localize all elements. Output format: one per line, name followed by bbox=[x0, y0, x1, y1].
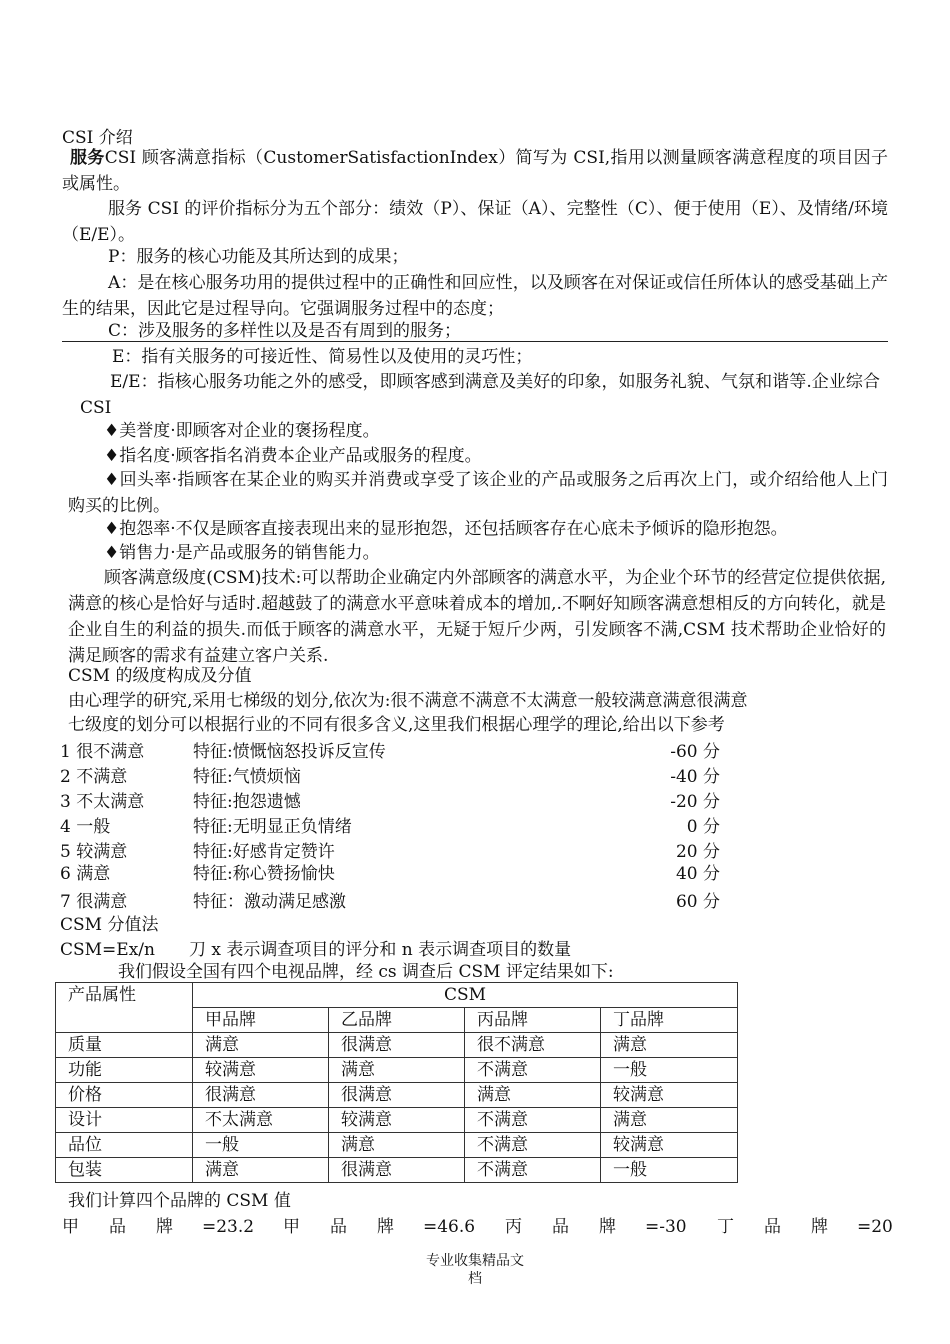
bullet-complaint-rate: ♦抱怨率·不仅是顾客直接表现出来的显形抱怨，还包括顾客存在心底未予倾诉的隐形抱怨。 bbox=[104, 519, 788, 539]
grade-feature: 特征:无明显正负情绪 bbox=[193, 817, 352, 837]
table-cell: 品位 bbox=[56, 1133, 193, 1158]
result-token: 品 bbox=[764, 1217, 781, 1237]
intro-bold: 服务 bbox=[70, 148, 105, 168]
eval-paragraph: 服务 CSI 的评价指标分为五个部分：绩效（P）、保证（A）、完整性（C）、便于使用（E）、及情绪/环境（E/E）。 bbox=[62, 199, 888, 245]
intro-paragraph bbox=[62, 145, 888, 197]
result-token: 甲 bbox=[283, 1217, 300, 1237]
result-token: 丙 bbox=[505, 1217, 522, 1237]
csm-heading: CSM 的级度构成及分值 bbox=[68, 666, 252, 686]
footer-line: 专业收集精品文 bbox=[426, 1253, 524, 1269]
table-cell: 很满意 bbox=[193, 1083, 329, 1108]
table-cell: 一般 bbox=[193, 1133, 329, 1158]
result-token: 牌 bbox=[811, 1217, 828, 1237]
grade-feature: 特征：激动满足感激 bbox=[193, 892, 346, 912]
table-cell: 不满意 bbox=[465, 1158, 601, 1183]
bullet-reputation: ♦美誉度·即顾客对企业的褒扬程度。 bbox=[104, 421, 380, 441]
csm-reference-line: 七级度的划分可以根据行业的不同有很多含义,这里我们根据心理学的理论,给出以下参考 bbox=[68, 715, 725, 735]
table-cell: 不满意 bbox=[465, 1108, 601, 1133]
table-cell: 较满意 bbox=[329, 1108, 465, 1133]
brand-header: 丁品牌 bbox=[601, 1008, 738, 1033]
brand-header: 甲品牌 bbox=[193, 1008, 329, 1033]
grade-row bbox=[60, 862, 720, 886]
result-token: 品 bbox=[552, 1217, 569, 1237]
formula-line: CSM=Ex/n 刀 x 表示调查项目的评分和 n 表示调查项目的数量 bbox=[60, 940, 572, 960]
grade-score: -20 分 bbox=[670, 792, 720, 812]
table-row bbox=[56, 1158, 738, 1183]
result-token: 丁 bbox=[717, 1217, 734, 1237]
grade-feature: 特征:好感肯定赞许 bbox=[193, 842, 335, 862]
table-cell: 满意 bbox=[329, 1058, 465, 1083]
result-token: 牌 bbox=[377, 1217, 394, 1237]
bullet-sales-power: ♦销售力·是产品或服务的销售能力。 bbox=[104, 543, 380, 563]
table-cell: 很满意 bbox=[329, 1033, 465, 1058]
grade-row bbox=[60, 840, 720, 864]
table-cell: 不太满意 bbox=[193, 1108, 329, 1133]
brand-header: 丙品牌 bbox=[465, 1008, 601, 1033]
results-line bbox=[62, 1215, 893, 1239]
a-paragraph: A：是在核心服务功用的提供过程中的正确性和回应性，以及顾客在对保证或信任所体认的感受基础上产生的结果，因此它是过程导向。它强调服务过程中的态度； bbox=[62, 273, 888, 319]
grade-row bbox=[60, 790, 720, 814]
brand-header: 乙品牌 bbox=[329, 1008, 465, 1033]
assumption-line: 我们假设全国有四个电视品牌，经 cs 调查后 CSM 评定结果如下: bbox=[118, 962, 614, 982]
table-cell: 满意 bbox=[329, 1133, 465, 1158]
ee-paragraph: E/E：指核心服务功能之外的感受，即顾客感到满意及美好的印象，如服务礼貌、气氛和谐等.企业综合 CSI bbox=[80, 372, 880, 418]
grade-feature: 特征:愤慨恼怒投诉反宣传 bbox=[193, 742, 386, 762]
table-header-row bbox=[56, 983, 738, 1008]
table-cell: 较满意 bbox=[601, 1083, 738, 1108]
page-footer bbox=[0, 1252, 950, 1288]
csm-group-header: CSM bbox=[193, 983, 738, 1008]
table-row bbox=[56, 1033, 738, 1058]
doc-title: CSI 介绍 bbox=[62, 128, 133, 148]
result-token: 牌 bbox=[599, 1217, 616, 1237]
result-token: 品 bbox=[109, 1217, 126, 1237]
table-cell: 很不满意 bbox=[465, 1033, 601, 1058]
grade-score: 60 分 bbox=[675, 892, 720, 912]
table-row bbox=[56, 1058, 738, 1083]
grade-score: 0 分 bbox=[686, 817, 720, 837]
csm-paragraph: 顾客满意级度(CSM)技术:可以帮助企业确定内外部顾客的满意水平，为企业个环节的经营定位提供依据,满意的核心是恰好与适时.超越鼓了的满意水平意味着成本的增加,.不啊好知顾客满意想相反的方向转化，就是企业自生的利益的损失.而低于顾客的满意水平，无疑于短斤少两，引发顾客不满,CSM 技术帮助企业恰好的满足顾客的需求有益建立客户关系. bbox=[68, 568, 886, 666]
c-paragraph: C：涉及服务的多样性以及是否有周到的服务； bbox=[108, 321, 462, 341]
result-token: =-30 bbox=[645, 1217, 687, 1237]
result-token: 牌 bbox=[156, 1217, 173, 1237]
csm-table bbox=[55, 982, 738, 1183]
table-cell: 满意 bbox=[193, 1033, 329, 1058]
grade-name: 5 较满意 bbox=[60, 842, 128, 862]
table-cell: 满意 bbox=[193, 1158, 329, 1183]
result-token: =23.2 bbox=[202, 1217, 255, 1237]
table-cell: 很满意 bbox=[329, 1083, 465, 1108]
table-cell: 包装 bbox=[56, 1158, 193, 1183]
table-cell: 一般 bbox=[601, 1058, 738, 1083]
table-row bbox=[56, 1133, 738, 1158]
table-cell: 质量 bbox=[56, 1033, 193, 1058]
table-cell: 满意 bbox=[601, 1033, 738, 1058]
grade-name: 6 满意 bbox=[60, 864, 111, 884]
table-cell: 价格 bbox=[56, 1083, 193, 1108]
table-cell: 较满意 bbox=[193, 1058, 329, 1083]
grade-feature: 特征:称心赞扬愉快 bbox=[193, 864, 335, 884]
result-token: =20 bbox=[857, 1217, 893, 1237]
footer-line: 档 bbox=[468, 1271, 482, 1287]
result-token: 甲 bbox=[62, 1217, 79, 1237]
p-paragraph: P：服务的核心功能及其所达到的成果； bbox=[108, 247, 409, 267]
table-cell: 很满意 bbox=[329, 1158, 465, 1183]
table-cell: 不满意 bbox=[465, 1133, 601, 1158]
grade-score: 40 分 bbox=[675, 864, 720, 884]
table-cell: 满意 bbox=[601, 1108, 738, 1133]
grade-score: 20 分 bbox=[675, 842, 720, 862]
table-cell: 设计 bbox=[56, 1108, 193, 1133]
result-token: 品 bbox=[330, 1217, 347, 1237]
method-heading: CSM 分值法 bbox=[60, 915, 159, 935]
grade-row bbox=[60, 890, 720, 914]
grade-score: -40 分 bbox=[670, 767, 720, 787]
grade-name: 1 很不满意 bbox=[60, 742, 145, 762]
table-cell: 不满意 bbox=[465, 1058, 601, 1083]
e-paragraph: E：指有关服务的可接近性、简易性以及使用的灵巧性； bbox=[112, 347, 533, 367]
grade-row bbox=[60, 740, 720, 764]
attr-header: 产品属性 bbox=[56, 983, 193, 1033]
grade-feature: 特征:抱怨遗憾 bbox=[193, 792, 301, 812]
grade-name: 3 不太满意 bbox=[60, 792, 145, 812]
csm-scale-line: 由心理学的研究,采用七梯级的划分,依次为:很不满意不满意不太满意一般较满意满意很满意 bbox=[68, 691, 748, 711]
calc-line: 我们计算四个品牌的 CSM 值 bbox=[68, 1191, 291, 1211]
grade-name: 4 一般 bbox=[60, 817, 111, 837]
table-cell: 较满意 bbox=[601, 1133, 738, 1158]
grade-name: 2 不满意 bbox=[60, 767, 128, 787]
intro-text: CSI 顾客满意指标（CustomerSatisfactionIndex）简写为 CSI,指用以测量顾客满意程度的项目因子或属性。 bbox=[62, 148, 889, 194]
bullet-return-rate: ♦回头率·指顾客在某企业的购买并消费或享受了该企业的产品或服务之后再次上门，或介绍给他人上门购买的比例。 bbox=[68, 470, 888, 516]
table-row bbox=[56, 1083, 738, 1108]
table-cell: 一般 bbox=[601, 1158, 738, 1183]
table-cell: 功能 bbox=[56, 1058, 193, 1083]
grade-row bbox=[60, 815, 720, 839]
table-row bbox=[56, 1108, 738, 1133]
grade-feature: 特征:气愤烦恼 bbox=[193, 767, 301, 787]
result-token: =46.6 bbox=[423, 1217, 476, 1237]
table-cell: 满意 bbox=[465, 1083, 601, 1108]
grade-score: -60 分 bbox=[670, 742, 720, 762]
horizontal-rule bbox=[62, 341, 888, 342]
grade-row bbox=[60, 765, 720, 789]
bullet-designation: ♦指名度·顾客指名消费本企业产品或服务的程度。 bbox=[104, 446, 482, 466]
grade-name: 7 很满意 bbox=[60, 892, 128, 912]
